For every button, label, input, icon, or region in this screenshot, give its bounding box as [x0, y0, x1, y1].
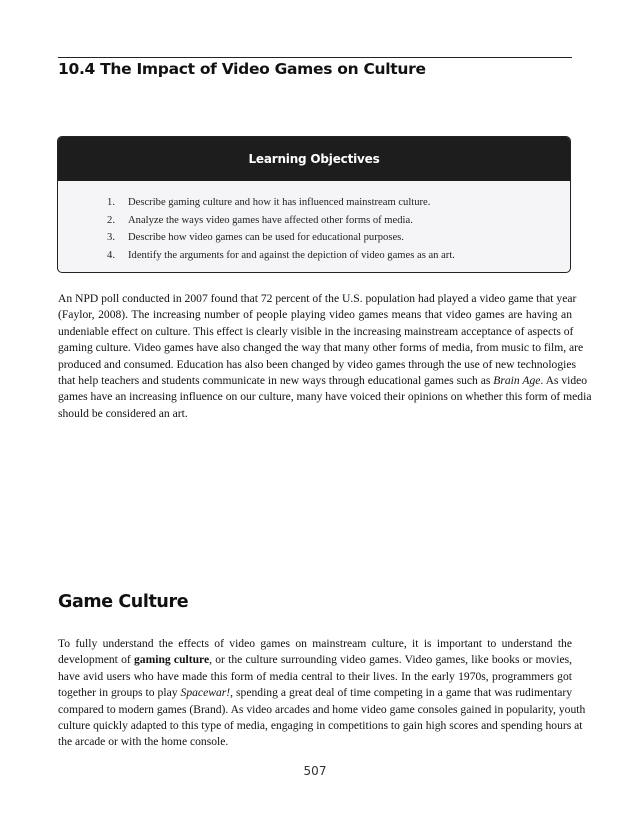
item-number: 1. [107, 197, 115, 208]
page-number: 507 [303, 764, 327, 778]
paragraph-line: have avid users who have made this form of media central to their lives. In the early 1970s, programmers got [58, 669, 572, 683]
paragraph-line: (Faylor, 2008). The increasing number of people playing video games means that video games are having an [58, 308, 572, 322]
chapter-title: 10.4 The Impact of Video Games on Culture [58, 60, 426, 78]
intro-paragraph [58, 291, 592, 422]
text-run: that help teachers and students communicate in new ways through educational games such as [58, 374, 494, 388]
paragraph-line: To fully understand the effects of video games on mainstream culture, it is important to understand the [58, 637, 572, 650]
paragraph-line: undeniable effect on culture. This effect is clearly visible in the increasing mainstream acceptance of aspects of [58, 324, 574, 338]
section-heading: Game Culture [58, 592, 189, 612]
list-item [58, 194, 570, 212]
item-text: Identify the arguments for and against the depiction of video games as an art. [128, 249, 455, 261]
paragraph-line: the arcade or with the home console. [58, 735, 229, 749]
paragraph-line: produced and consumed. Education has also been changed by video games through the use of new technologies [58, 357, 577, 371]
text-run: , spending a great deal of time competing in a game that was rudimentary [230, 686, 572, 700]
paragraph-line: games have an increasing influence on our culture, many have voiced their opinions on whether this form of media [58, 390, 592, 404]
list-item [58, 212, 570, 230]
text-run: . As video [540, 374, 588, 388]
list-item [58, 229, 570, 247]
learning-objectives-box [57, 136, 571, 273]
header-rule [58, 57, 572, 58]
item-number: 2. [107, 214, 115, 226]
item-text: Describe gaming culture and how it has influenced mainstream culture. [128, 197, 431, 208]
item-text: Analyze the ways video games have affected other forms of media. [128, 214, 413, 226]
item-number: 3. [107, 232, 115, 244]
game-title-brain-age: Brain Age [493, 374, 541, 388]
game-title-spacewar: Spacewar! [180, 686, 231, 700]
paragraph-line: An NPD poll conducted in 2007 found that 72 percent of the U.S. population had played a video game that year [58, 292, 577, 305]
learning-objectives-list [58, 181, 570, 264]
paragraph-line [58, 685, 572, 701]
text-run: together in groups to play [58, 686, 181, 700]
game-culture-paragraph [58, 636, 586, 751]
item-number: 4. [107, 249, 115, 261]
text-run: , or the culture surrounding video games. Video games, like books or movies, [209, 653, 572, 667]
paragraph-line: compared to modern games (Brand). As video arcades and home video game consoles gained in popularity, youth [58, 702, 586, 716]
term-gaming-culture: gaming culture [133, 653, 210, 667]
paragraph-line: culture quickly adapted to this type of media, engaging in competitions to gain high scores and spending hours at [58, 719, 583, 733]
paragraph-line [58, 652, 572, 668]
paragraph-line: should be considered an art. [58, 406, 188, 420]
learning-objectives-heading: Learning Objectives [58, 137, 570, 181]
list-item [58, 247, 570, 265]
paragraph-line: gaming culture. Video games have also changed the way that many other forms of media, from music to film, are [58, 341, 584, 355]
paragraph-line [58, 373, 588, 389]
text-run: development of [58, 653, 134, 667]
item-text: Describe how video games can be used for educational purposes. [128, 232, 404, 244]
